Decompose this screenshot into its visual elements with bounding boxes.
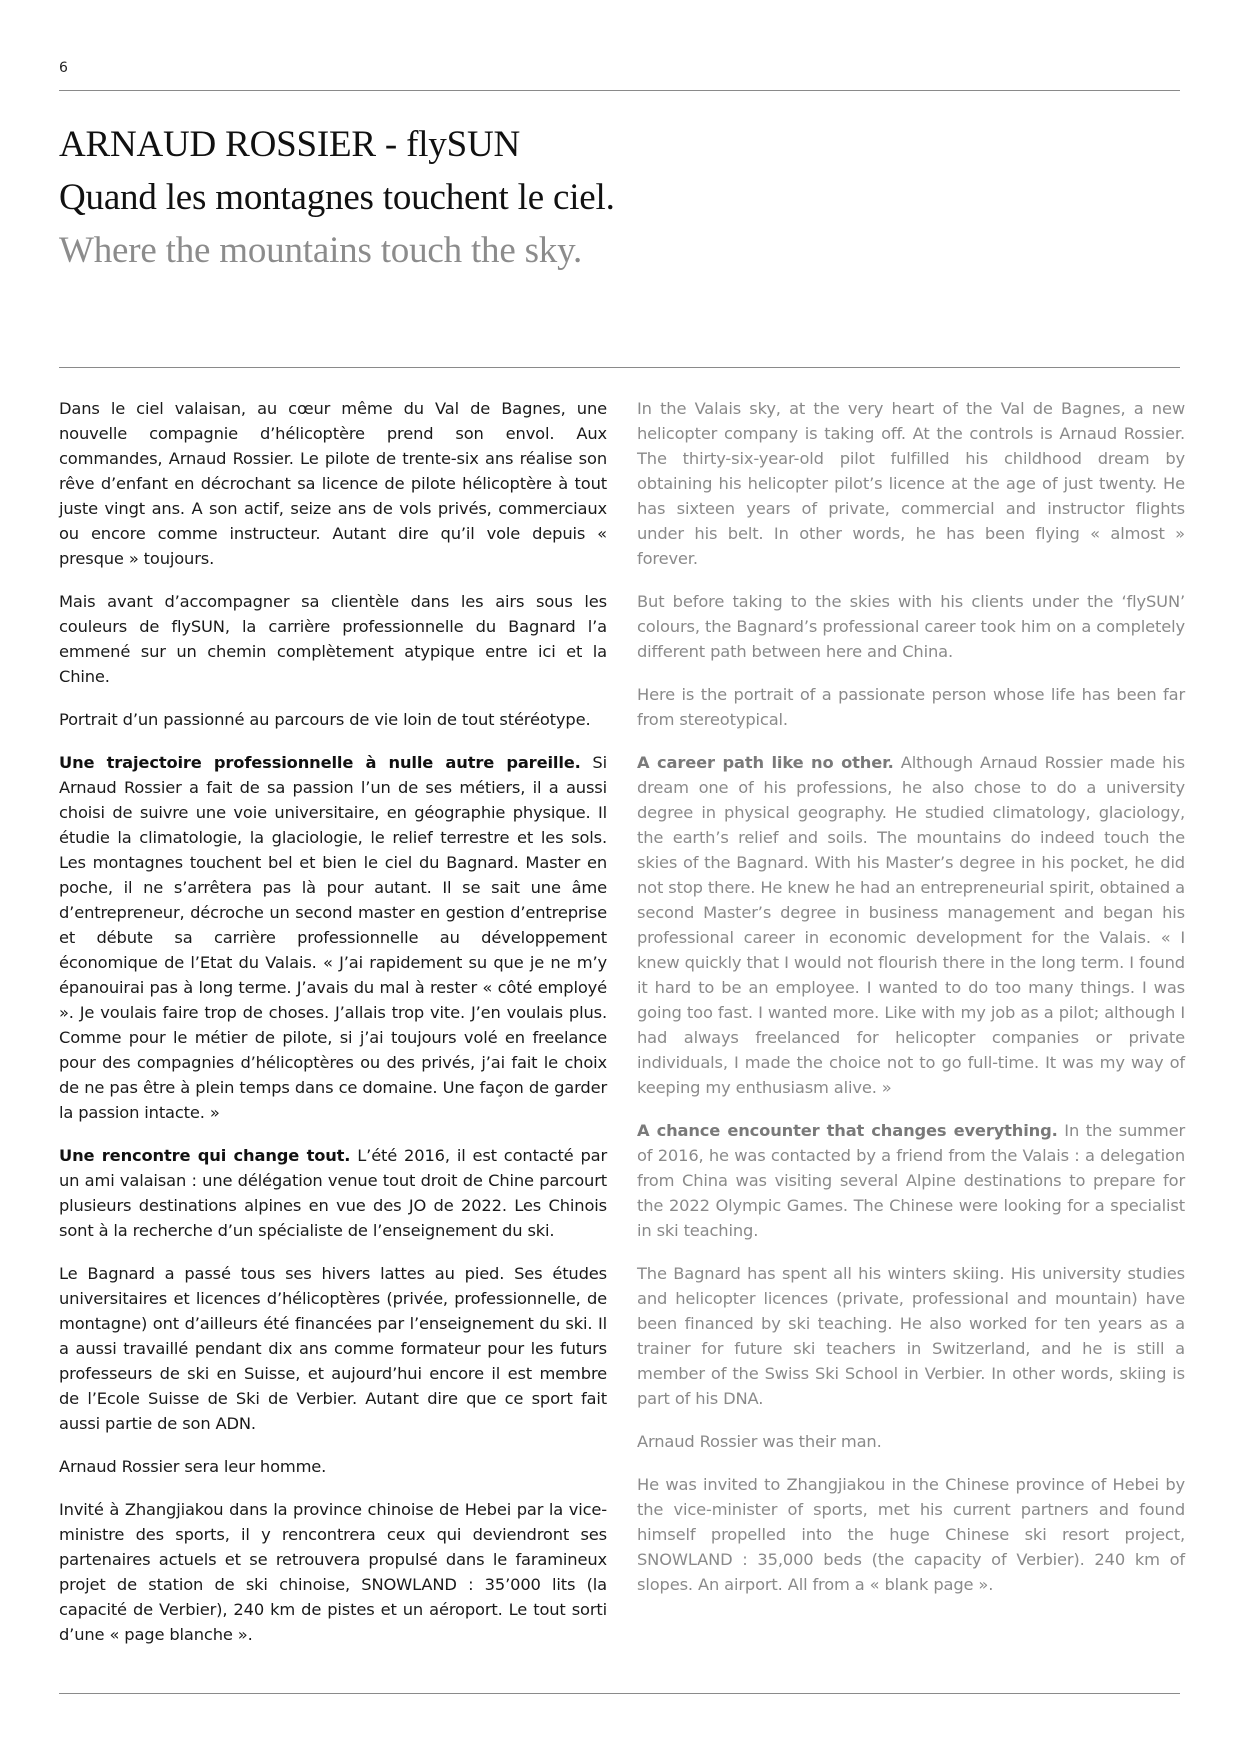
- paragraph: Mais avant d’accompagner sa clientèle dans les airs sous les couleurs de flySUN, la carrière professionnelle du Bagnard l’a emmené sur un chemin complètement atypique entre ici et la Chine.: [59, 592, 607, 686]
- paragraph: Dans le ciel valaisan, au cœur même du Val de Bagnes, une nouvelle compagnie d’hélicoptère prend son envol. Aux commandes, Arnaud Rossier. Le pilote de trente-six ans réalise son rêve d’enfant en décrochant sa licence de pilote hélicoptère à tout juste vingt ans. A son actif, seize ans de vols privés, commerciaux ou encore comme instructeur. Autant dire qu’il vole depuis « presque » toujours.: [59, 399, 607, 568]
- section-lead: Une trajectoire professionnelle à nulle autre pareille.: [59, 753, 581, 772]
- paragraph: But before taking to the skies with his clients under the ‘flySUN’ colours, the Bagnard’s professional career took him on a completely different path between here and China.: [637, 592, 1185, 661]
- page-number: 6: [59, 60, 68, 76]
- paragraph: He was invited to Zhangjiakou in the Chinese province of Hebei by the vice-minister of sports, met his current partners and found himself propelled into the huge Chinese ski resort project, SNOWLAND : 35,000 beds (the capacity of Verbier). 240 km of slopes. An airport. All from a « blank page ».: [637, 1475, 1185, 1594]
- paragraph: Here is the portrait of a passionate person whose life has been far from stereotypical.: [637, 685, 1185, 729]
- french-column: [59, 396, 607, 1665]
- paragraph: [59, 750, 607, 1125]
- paragraph: In the Valais sky, at the very heart of the Val de Bagnes, a new helicopter company is taking off. At the controls is Arnaud Rossier. The thirty-six-year-old pilot fulfilled his childhood dream by obtaining his helicopter pilot’s licence at the age of just twenty. He has sixteen years of private, commercial and instructor flights under his belt. In other words, he has been flying « almost » forever.: [637, 399, 1185, 568]
- title-divider: [59, 367, 1180, 368]
- article-header: [59, 118, 615, 277]
- paragraph: Arnaud Rossier was their man.: [637, 1432, 882, 1451]
- paragraph: Invité à Zhangjiakou dans la province chinoise de Hebei par la vice-ministre des sports, il y rencontrera ceux qui deviendront ses partenaires actuels et se retrouvera propulsé dans le faramineux projet de station de ski chinoise, SNOWLAND : 35’000 lits (la capacité de Verbier), 240 km de pistes et un aéroport. Le tout sorti d’une « page blanche ».: [59, 1500, 607, 1644]
- section-lead: Une rencontre qui change tout.: [59, 1146, 351, 1165]
- section-lead: A chance encounter that changes everything.: [637, 1121, 1058, 1140]
- footer-divider: [59, 1693, 1180, 1694]
- paragraph: [637, 750, 1185, 1100]
- paragraph: Arnaud Rossier sera leur homme.: [59, 1457, 327, 1476]
- paragraph: [59, 1143, 607, 1243]
- subtitle-english: Where the mountains touch the sky.: [59, 230, 583, 271]
- paragraph-body: Although Arnaud Rossier made his dream one of his professions, he also chose to do a university degree in physical geography. He studied climatology, glaciology, the earth’s relief and soils. The mountains do indeed touch the skies of the Bagnard. With his Master’s degree in his pocket, he did not stop there. He knew he had an entrepreneurial spirit, obtained a second Master’s degree in business management and began his professional career in economic development for the Valais. « I knew quickly that I would not flourish there in the long term. I found it hard to be an employee. I wanted to do too many things. I was going too fast. I wanted more. Like with my job as a pilot; although I had always freelanced for helicopter companies or private individuals, I made the choice not to go full-time. It was my way of keeping my enthusiasm alive. »: [637, 753, 1185, 1097]
- paragraph-body: Si Arnaud Rossier a fait de sa passion l’un de ses métiers, il a aussi choisi de suivre une voie universitaire, en géographie physique. Il étudie la climatologie, la glaciologie, le relief terrestre et les sols. Les montagnes touchent bel et bien le ciel du Bagnard. Master en poche, il ne s’arrêtera pas là pour autant. Il se sait une âme d’entrepreneur, décroche un second master en gestion d’entreprise et débute sa carrière professionnelle au développement économique de l’Etat du Valais. « J’ai rapidement su que je ne m’y épanouirai pas à long terme. J’avais du mal à rester « côté employé ». Je voulais faire trop de choses. J’allais trop vite. J’en voulais plus. Comme pour le métier de pilote, si j’ai toujours volé en freelance pour des compagnies d’hélicoptères ou des privés, j’ai fait le choix de ne pas être à plein temps dans ce domaine. Une façon de garder la passion intacte. »: [59, 753, 607, 1122]
- section-lead: A career path like no other.: [637, 753, 894, 772]
- paragraph-body: In the summer of 2016, he was contacted by a friend from the Valais : a delegation from China was visiting several Alpine destinations to prepare for the 2022 Olympic Games. The Chinese were looking for a specialist in ski teaching.: [637, 1121, 1185, 1240]
- paragraph-body: L’été 2016, il est contacté par un ami valaisan : une délégation venue tout droit de Chine parcourt plusieurs destinations alpines en vue des JO de 2022. Les Chinois sont à la recherche d’un spécialiste de l’enseignement du ski.: [59, 1146, 607, 1240]
- subtitle-french: Quand les montagnes touchent le ciel.: [59, 177, 615, 218]
- paragraph: The Bagnard has spent all his winters skiing. His university studies and helicopter licences (private, professional and mountain) have been financed by ski teaching. He also worked for ten years as a trainer for future ski teachers in Switzerland, and he is still a member of the Swiss Ski School in Verbier. In other words, skiing is part of his DNA.: [637, 1264, 1185, 1408]
- paragraph: [637, 1118, 1185, 1243]
- english-column: [637, 396, 1185, 1615]
- header-divider: [59, 90, 1180, 91]
- article-title: ARNAUD ROSSIER - flySUN: [59, 124, 521, 165]
- paragraph: Le Bagnard a passé tous ses hivers lattes au pied. Ses études universitaires et licences d’hélicoptères (privée, professionnelle, de montagne) ont d’ailleurs été financées par l’enseignement du ski. Il a aussi travaillé pendant dix ans comme formateur pour les futurs professeurs de ski en Suisse, et aujourd’hui encore il est membre de l’Ecole Suisse de Ski de Verbier. Autant dire que ce sport fait aussi partie de son ADN.: [59, 1264, 607, 1433]
- paragraph: Portrait d’un passionné au parcours de vie loin de tout stéréotype.: [59, 710, 591, 729]
